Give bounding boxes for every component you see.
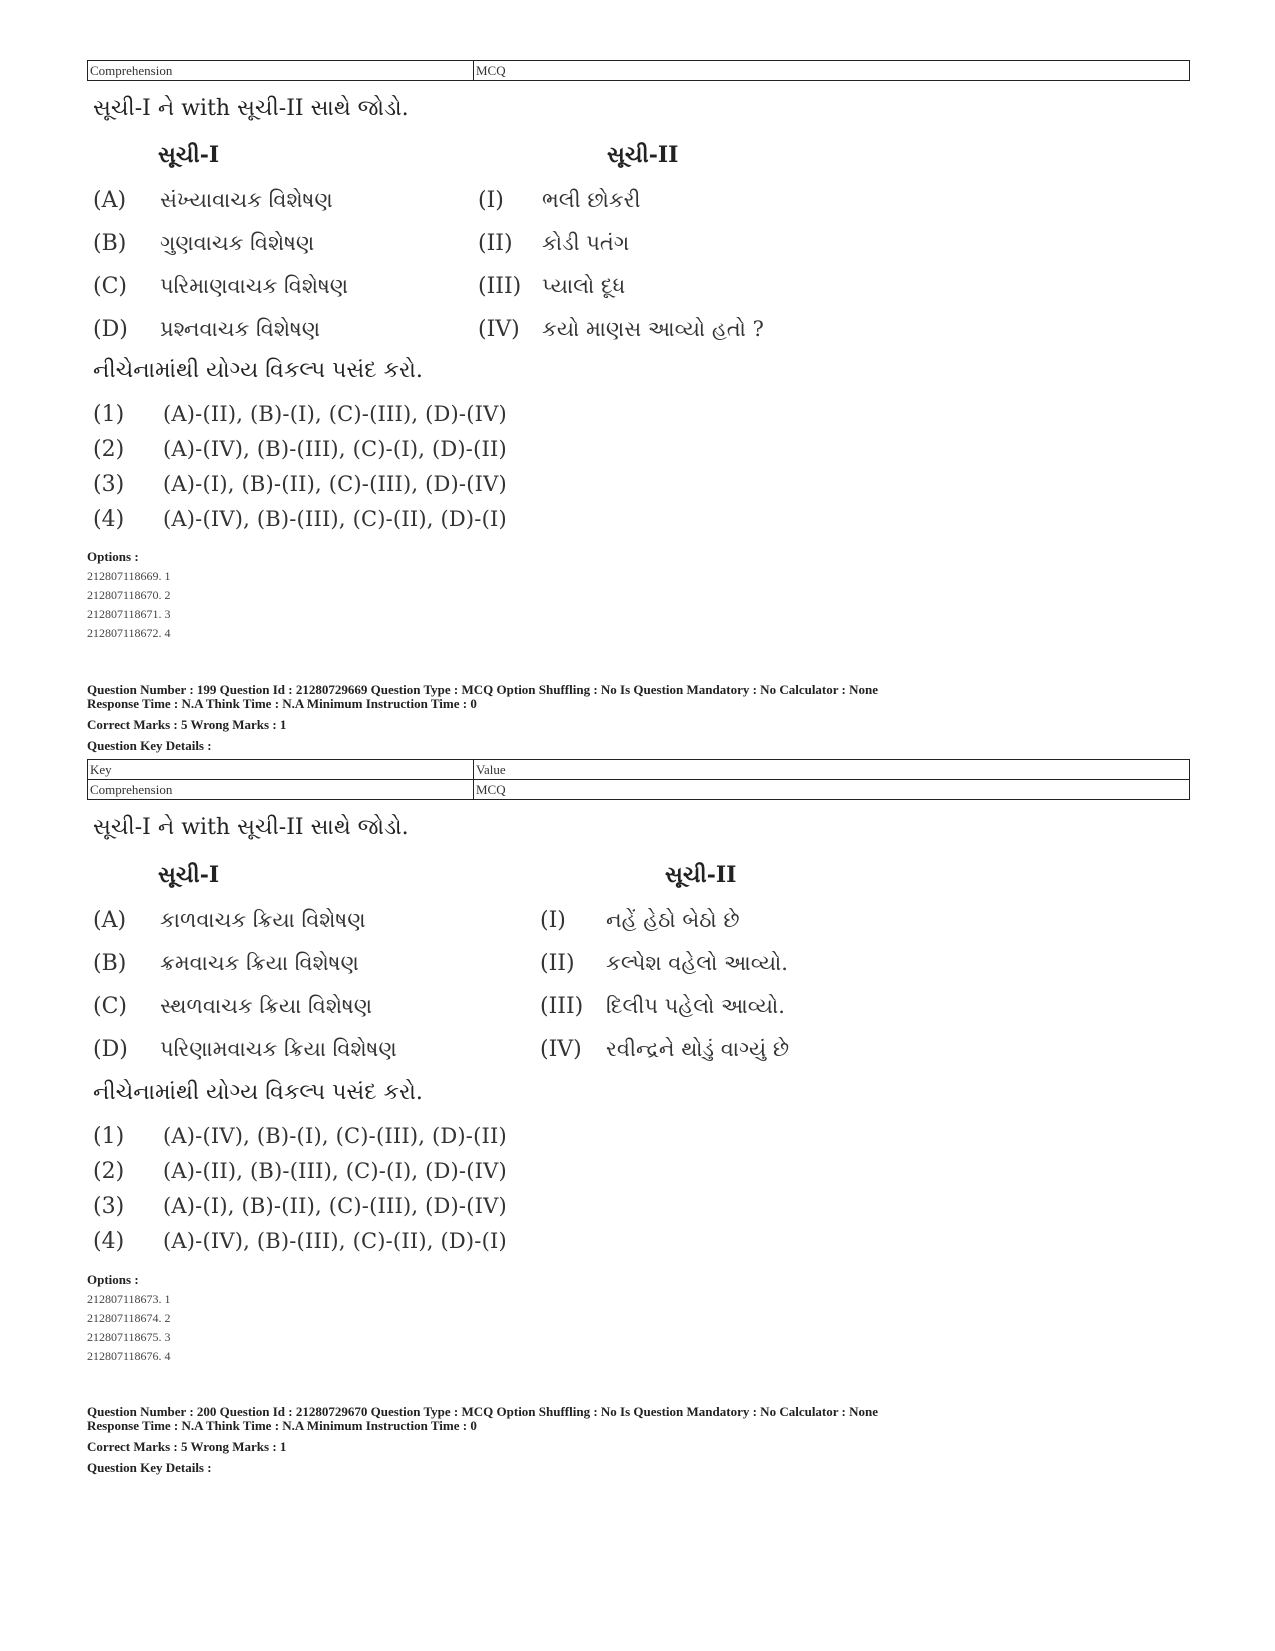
choice-text: (A)-(IV), (B)-(III), (C)-(II), (D)-(I) [163,507,507,531]
list-1-item: ક્રમવાચક ક્રિયા વિશેષણ [160,951,359,975]
option-id: 212807118671. 3 [87,607,171,621]
question-meta-line: Response Time : N.A Think Time : N.A Minimum Instruction Time : 0 [87,696,477,711]
key-details-label: Question Key Details : [87,1460,212,1475]
question-meta-line: Question Number : 200 Question Id : 21280729670 Question Type : MCQ Option Shuffling : No Is Question Mandatory : No Calculator : None [87,1404,879,1419]
row-label: (I) [478,188,504,213]
marks-line: Correct Marks : 5 Wrong Marks : 1 [87,1439,287,1454]
option-id: 212807118675. 3 [87,1330,171,1344]
question-title: સૂચી-I ને with સૂચી-II સાથે જોડો. [93,96,409,121]
key-details-label: Question Key Details : [87,738,212,753]
question-meta-line: Response Time : N.A Think Time : N.A Minimum Instruction Time : 0 [87,1418,477,1433]
list-1-heading: સૂચી-I [158,862,220,888]
table-row [88,780,1190,800]
list-1-item: કાળવાચક ક્રિયા વિશેષણ [160,908,366,932]
question-key-table [87,60,1190,81]
row-label: (C) [93,274,127,299]
choice-number: (3) [93,1194,125,1219]
choice-number: (4) [93,507,125,532]
choice-number: (2) [93,437,125,462]
instruction-text: નીચેનામાંથી યોગ્ય વિકલ્પ પસંદ કરો. [93,358,423,383]
list-2-item: નહેં હેઠો બેઠો છે [606,908,740,932]
row-label: (B) [93,231,127,256]
key-header: Key [88,760,474,780]
list-1-item: પરિમાણવાચક વિશેષણ [160,274,349,298]
choice-number: (1) [93,1124,125,1149]
list-1-item: સ્થળવાચક ક્રિયા વિશેષણ [160,994,373,1018]
list-1-item: ગુણવાચક વિશેષણ [160,231,315,255]
row-label: (II) [540,951,575,976]
option-id: 212807118674. 2 [87,1311,171,1325]
row-label: (A) [93,908,127,933]
row-label: (III) [540,994,584,1019]
choice-text: (A)-(IV), (B)-(III), (C)-(I), (D)-(II) [163,437,507,461]
list-1-item: સંખ્યાવાચક વિશેષણ [160,188,333,212]
list-1-heading: સૂચી-I [158,142,220,168]
list-2-item: કોડી પતંગ [542,231,630,255]
row-label: (A) [93,188,127,213]
list-1-item: પ્રશ્નવાચક વિશેષણ [160,317,321,341]
row-label: (II) [478,231,513,256]
table-row [88,760,1190,780]
list-2-item: પ્યાલો દૂધ [542,274,626,298]
row-label: (D) [93,1037,128,1062]
list-1-item: પરિણામવાચક ક્રિયા વિશેષણ [160,1037,397,1061]
option-id: 212807118669. 1 [87,569,171,583]
list-2-item: ભલી છોકરી [542,188,641,212]
option-id: 212807118670. 2 [87,588,171,602]
row-label: (C) [93,994,127,1019]
choice-text: (A)-(II), (B)-(III), (C)-(I), (D)-(IV) [163,1159,507,1183]
list-2-heading: સૂચી-II [607,142,679,168]
row-label: (IV) [478,317,520,342]
row-label: (B) [93,951,127,976]
option-id: 212807118672. 4 [87,626,171,640]
marks-line: Correct Marks : 5 Wrong Marks : 1 [87,717,287,732]
choice-number: (2) [93,1159,125,1184]
table-row [88,61,1190,81]
option-id: 212807118676. 4 [87,1349,171,1363]
question-title: સૂચી-I ને with સૂચી-II સાથે જોડો. [93,815,409,840]
list-2-item: રવીન્દ્રને થોડું વાગ્યું છે [606,1037,790,1061]
choice-text: (A)-(I), (B)-(II), (C)-(III), (D)-(IV) [163,472,507,496]
list-2-item: કલ્પેશ વહેલો આવ્યો. [606,951,788,975]
option-id: 212807118673. 1 [87,1292,171,1306]
key-cell: Comprehension [88,780,474,800]
value-header: Value [474,760,1190,780]
instruction-text: નીચેનામાંથી યોગ્ય વિકલ્પ પસંદ કરો. [93,1080,423,1105]
options-label: Options : [87,1272,139,1287]
list-2-item: દિલીપ પહેલો આવ્યો. [606,994,785,1018]
choice-text: (A)-(IV), (B)-(I), (C)-(III), (D)-(II) [163,1124,507,1148]
choice-number: (3) [93,472,125,497]
choice-number: (4) [93,1229,125,1254]
key-cell: Comprehension [88,61,474,81]
row-label: (IV) [540,1037,582,1062]
row-label: (III) [478,274,522,299]
choice-text: (A)-(II), (B)-(I), (C)-(III), (D)-(IV) [163,402,507,426]
value-cell: MCQ [474,780,1190,800]
list-2-heading: સૂચી-II [665,862,737,888]
choice-text: (A)-(I), (B)-(II), (C)-(III), (D)-(IV) [163,1194,507,1218]
value-cell: MCQ [474,61,1190,81]
row-label: (D) [93,317,128,342]
choice-number: (1) [93,402,125,427]
row-label: (I) [540,908,566,933]
options-label: Options : [87,549,139,564]
question-meta-line: Question Number : 199 Question Id : 21280729669 Question Type : MCQ Option Shuffling : No Is Question Mandatory : No Calculator : None [87,682,879,697]
question-key-table [87,759,1190,800]
choice-text: (A)-(IV), (B)-(III), (C)-(II), (D)-(I) [163,1229,507,1253]
list-2-item: કયો માણસ આવ્યો હતો ? [542,317,764,341]
